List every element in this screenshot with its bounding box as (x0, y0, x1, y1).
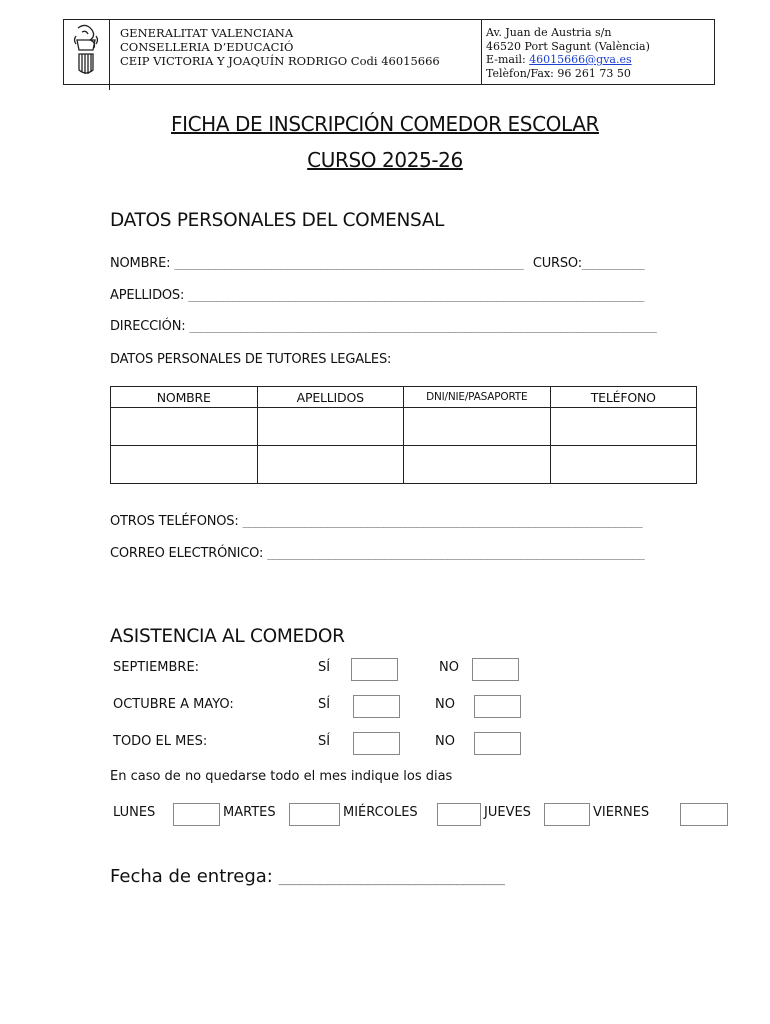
table-cell[interactable] (550, 446, 697, 484)
generalitat-logo-icon (64, 20, 110, 84)
apellidos-row (110, 288, 644, 303)
table-cell[interactable] (111, 446, 258, 484)
table-row (111, 446, 697, 484)
direccion-input-line[interactable]: ___________________________________________________________________________________ (189, 320, 657, 333)
email-line (486, 53, 714, 67)
table-cell[interactable] (257, 408, 404, 446)
no-label: NO (439, 660, 459, 675)
fecha-label: Fecha de entrega: (110, 866, 273, 887)
email-link[interactable]: 46015666@gva.es (529, 53, 632, 66)
correo-input-line[interactable]: ___________________________________________________________________ (267, 547, 644, 560)
column-header: NOMBRE (111, 387, 258, 408)
org-line-2: CONSELLERIA D’EDUCACIÓ (120, 40, 294, 54)
curso-input-line[interactable]: ___________ (581, 257, 644, 270)
tutores-heading: DATOS PERSONALES DE TUTORES LEGALES: (110, 352, 392, 367)
phone-line: Telèfon/Fax: 96 261 73 50 (486, 66, 631, 80)
correo-row (110, 546, 644, 561)
form-subtitle: CURSO 2025-26 (307, 148, 463, 172)
table-cell[interactable] (257, 446, 404, 484)
address-line-1: Av. Juan de Austria s/n (486, 26, 612, 39)
row-label-todo-el-mes: TODO EL MES: (113, 734, 208, 749)
correo-label: CORREO ELECTRÓNICO: (110, 546, 264, 561)
column-header: TELÉFONO (550, 387, 697, 408)
jueves-checkbox[interactable] (544, 803, 590, 826)
curso-label: CURSO: (532, 256, 582, 271)
apellidos-input-line[interactable]: _________________________________________________________________________________ (188, 289, 644, 302)
day-label-miercoles: MIÉRCOLES (343, 805, 418, 820)
header-divider-tick (109, 84, 110, 90)
day-label-lunes: LUNES (113, 805, 156, 820)
fecha-row (110, 866, 504, 887)
table-cell[interactable] (404, 446, 551, 484)
table-header-row (111, 387, 697, 408)
contact-info (482, 20, 714, 90)
day-label-viernes: VIERNES (593, 805, 650, 820)
row-label-octubre-mayo: OCTUBRE A MAYO: (113, 697, 234, 712)
table-row (111, 408, 697, 446)
table-cell[interactable] (404, 408, 551, 446)
table-cell[interactable] (111, 408, 258, 446)
todo-el-mes-si-checkbox[interactable] (353, 732, 400, 755)
todo-el-mes-no-checkbox[interactable] (474, 732, 521, 755)
martes-checkbox[interactable] (289, 803, 340, 826)
day-label-martes: MARTES (223, 805, 276, 820)
table-cell[interactable] (550, 408, 697, 446)
nombre-row (110, 256, 644, 271)
lunes-checkbox[interactable] (173, 803, 220, 826)
no-label: NO (435, 697, 455, 712)
header-box (63, 19, 715, 85)
personal-data-heading: DATOS PERSONALES DEL COMENSAL (110, 210, 445, 231)
asistencia-heading: ASISTENCIA AL COMEDOR (110, 626, 345, 647)
school-info (110, 20, 482, 84)
days-note: En caso de no quedarse todo el mes indique los dias (110, 769, 453, 784)
otros-telefonos-label: OTROS TELÉFONOS: (110, 514, 239, 529)
nombre-input-line[interactable]: ______________________________________________________________ (174, 257, 523, 270)
form-title: FICHA DE INSCRIPCIÓN COMEDOR ESCOLAR (171, 112, 599, 136)
si-label: SÍ (318, 660, 331, 675)
org-line-1: GENERALITAT VALENCIANA (120, 26, 294, 40)
octubre-mayo-no-checkbox[interactable] (474, 695, 521, 718)
si-label: SÍ (318, 697, 331, 712)
row-label-septiembre: SEPTIEMBRE: (113, 660, 200, 675)
day-label-jueves: JUEVES (484, 805, 531, 820)
fecha-input-line[interactable]: _________________________________ (278, 871, 504, 886)
direccion-row (110, 319, 656, 334)
miercoles-checkbox[interactable] (437, 803, 481, 826)
email-label: E-mail: (486, 53, 530, 66)
apellidos-label: APELLIDOS: (110, 288, 185, 303)
otros-telefonos-input-line[interactable]: _______________________________________________________________________ (242, 515, 642, 528)
si-label: SÍ (318, 734, 331, 749)
otros-telefonos-row (110, 514, 642, 529)
septiembre-si-checkbox[interactable] (351, 658, 398, 681)
column-header: DNI/NIE/PASAPORTE (404, 387, 551, 408)
no-label: NO (435, 734, 455, 749)
octubre-mayo-si-checkbox[interactable] (353, 695, 400, 718)
viernes-checkbox[interactable] (680, 803, 728, 826)
nombre-label: NOMBRE: (110, 256, 171, 271)
direccion-label: DIRECCIÓN: (110, 319, 186, 334)
tutores-table (110, 386, 697, 484)
org-line-3: CEIP VICTORIA Y JOAQUÍN RODRIGO Codi 46015666 (120, 54, 440, 68)
column-header: APELLIDOS (257, 387, 404, 408)
address-line-2: 46520 Port Sagunt (València) (486, 39, 650, 53)
septiembre-no-checkbox[interactable] (472, 658, 519, 681)
